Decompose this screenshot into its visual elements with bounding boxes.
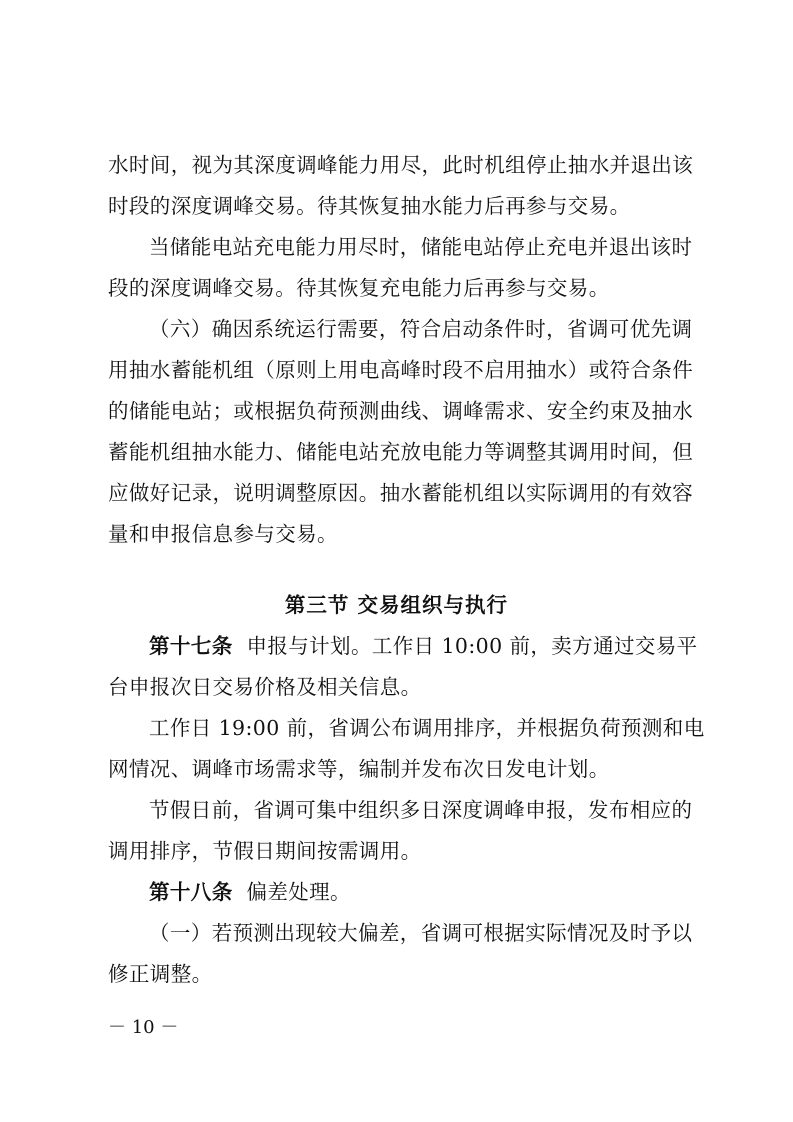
body-text-line: （一）若预测出现较大偏差，省调可根据实际情况及时予以 [149, 921, 693, 945]
body-text-line: 工作日 19:00 前，省调公布调用排序，并根据负荷预测和电 [149, 716, 705, 740]
body-text-line: 用抽水蓄能机组（原则上用电高峰时段不启用抽水）或符合条件 [108, 358, 694, 382]
page-number: － 10 － [108, 1017, 179, 1038]
body-text-line: 网情况、调峰市场需求等，编制并发布次日发电计划。 [108, 757, 610, 781]
body-text-line: 量和申报信息参与交易。 [108, 522, 338, 546]
article-18-text: 偏差处理。 [246, 880, 351, 904]
article-18-first-line [149, 878, 698, 906]
section-heading: 第三节 交易组织与执行 [284, 593, 509, 617]
article-17-first-line [149, 632, 698, 660]
body-text-line: 的储能电站；或根据负荷预测曲线、调峰需求、安全约束及抽水 [108, 399, 694, 423]
body-text-line: 调用排序，节假日期间按需调用。 [108, 839, 422, 863]
article-18-label: 第十八条 [149, 880, 233, 904]
body-text-line: 修正调整。 [108, 962, 213, 986]
body-text-line: 水时间，视为其深度调峰能力用尽，此时机组停止抽水并退出该 [108, 153, 694, 177]
body-text-line: 蓄能机组抽水能力、储能电站充放电能力等调整其调用时间，但 [108, 440, 694, 464]
body-text-line: 节假日前，省调可集中组织多日深度调峰申报，发布相应的 [149, 798, 693, 822]
body-text-line: 时段的深度调峰交易。待其恢复抽水能力后再参与交易。 [108, 194, 631, 218]
body-text-line: 应做好记录，说明调整原因。抽水蓄能机组以实际调用的有效容 [108, 481, 694, 505]
body-text-line: 台申报次日交易价格及相关信息。 [108, 675, 422, 699]
article-17-text: 申报与计划。工作日 10:00 前，卖方通过交易平 [246, 634, 698, 658]
article-17-label: 第十七条 [149, 634, 233, 658]
body-text-line: （六）确因系统运行需要，符合启动条件时，省调可优先调 [149, 317, 693, 341]
body-text-line: 段的深度调峰交易。待其恢复充电能力后再参与交易。 [108, 276, 610, 300]
body-text-line: 当储能电站充电能力用尽时，储能电站停止充电并退出该时 [149, 235, 693, 259]
